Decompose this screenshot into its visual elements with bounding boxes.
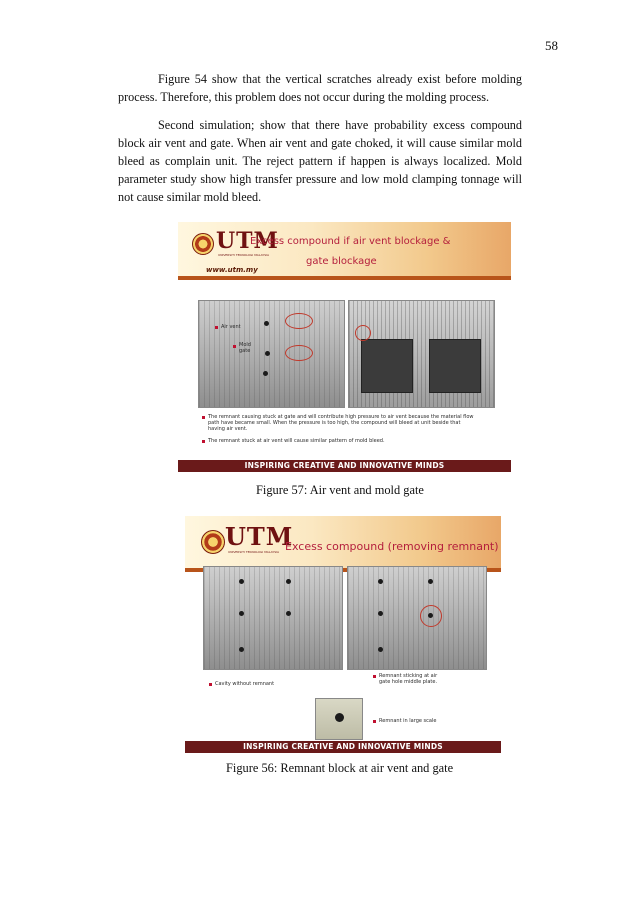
utm-logo-subtitle: UNIVERSITI TEKNOLOGI MALAYSIA (218, 253, 270, 257)
utm-logo-subtitle: UNIVERSITI TEKNOLOGI MALAYSIA (228, 550, 280, 554)
air-vent-hole (264, 321, 269, 326)
air-vent-bullet (215, 326, 218, 329)
hole-8 (378, 611, 383, 616)
slide-title: Excess compound (removing remnant) (285, 540, 499, 553)
slide-footer: INSPIRING CREATIVE AND INNOVATIVE MINDS (185, 741, 501, 753)
mold-gate-hole (265, 351, 270, 356)
cavity-hole (263, 371, 268, 376)
slide-footer: INSPIRING CREATIVE AND INNOVATIVE MINDS (178, 460, 511, 472)
remnant-closeup-photo (315, 698, 363, 740)
mold-photo-left (198, 300, 345, 408)
paragraph-1: Figure 54 show that the vertical scratches already exist before molding process. Therefore, this problem does not occur during the molding process. (118, 72, 522, 104)
figure-57-slide (178, 222, 511, 472)
paragraph-2: Second simulation; show that there have probability excess compound block air vent and gate. When air vent and gate choked, it will cause similar mold bleed as complain unit. The reject pattern if happen is always localized. Mold parameter study show high transfer pressure and low mold clamping tonnage will not cause similar mold bleed. (118, 118, 522, 204)
slide-note-2: The remnant stuck at air vent will cause similar pattern of mold bleed. (208, 438, 385, 444)
slide-note-1: The remnant causing stuck at gate and will contribute high pressure to air vent because the material flow path have became small. When the pressure is too high, the compound will bleed at unit beside that having air vent. (208, 414, 474, 432)
hole-1 (239, 579, 244, 584)
remnant-scale-label: Remnant in large scale (379, 718, 437, 724)
mold-gate-bullet (233, 345, 236, 348)
hole-7 (428, 579, 433, 584)
remnant-piece (335, 713, 344, 722)
mold-gate-label: Mold gate (239, 342, 251, 354)
note-bullet-1 (202, 416, 205, 419)
hole-5 (239, 647, 244, 652)
cavity-bullet (209, 683, 212, 686)
hole-3 (239, 611, 244, 616)
hole-6 (378, 579, 383, 584)
cavity-label: Cavity without remnant (215, 681, 275, 687)
web-url: www.utm.my (206, 266, 258, 274)
package-right (429, 339, 481, 393)
slide-banner (185, 516, 501, 572)
remnant-circle (420, 605, 442, 627)
utm-seal-icon (192, 233, 214, 255)
utm-seal-icon (201, 530, 225, 554)
figure-57-caption: Figure 57: Air vent and mold gate (256, 483, 424, 497)
utm-logo: UTM (225, 522, 294, 551)
hole-4 (286, 611, 291, 616)
note-bullet-2 (202, 440, 205, 443)
page-number: 58 (545, 38, 558, 53)
slide-banner (178, 222, 511, 280)
remnant-sticking-label: Remnant sticking at air gate hole middle plate. (379, 673, 438, 685)
slide-title-line-1: Excess compound if air vent blockage & (250, 236, 451, 247)
air-vent-label: Air vent (221, 324, 241, 330)
vent-circle (355, 325, 371, 341)
cavity-photo-right (347, 566, 487, 670)
figure-56-slide (185, 516, 501, 753)
package-left (361, 339, 413, 393)
banner-strip (178, 276, 511, 280)
mold-gate-circle (285, 345, 313, 361)
mold-photo-right (348, 300, 495, 408)
remnant-sticking-bullet (373, 675, 376, 678)
air-vent-circle (285, 313, 313, 329)
cavity-photo-left (203, 566, 343, 670)
hole-9 (378, 647, 383, 652)
figure-56-caption: Figure 56: Remnant block at air vent and gate (226, 761, 454, 775)
slide-title-line-2: gate blockage (306, 256, 377, 267)
remnant-scale-bullet (373, 720, 376, 723)
hole-2 (286, 579, 291, 584)
utm-logo: UTM (216, 228, 279, 254)
